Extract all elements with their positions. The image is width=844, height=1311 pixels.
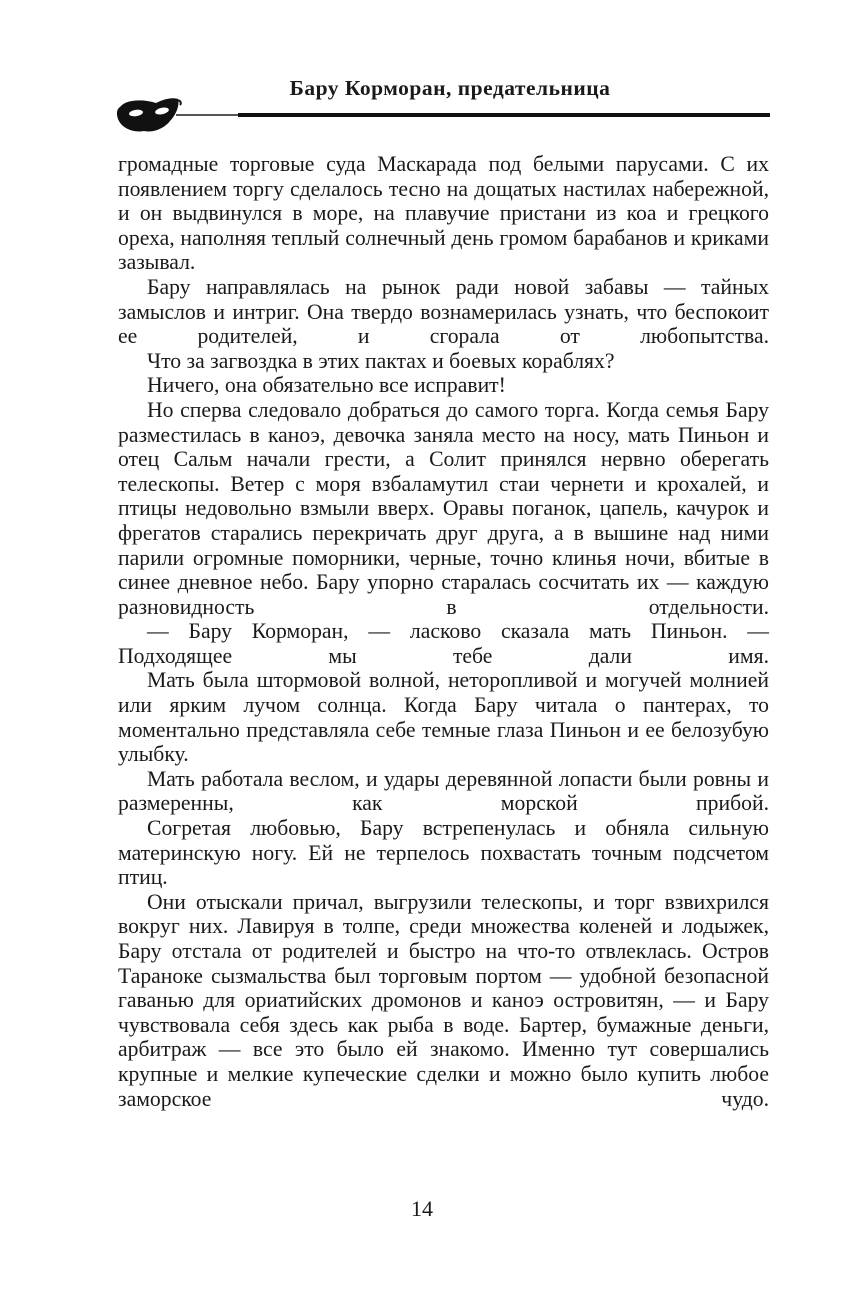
paragraph: Мать работала веслом, и удары деревянной лопасти были ровны и размеренны, как морской прибой. xyxy=(118,766,769,816)
page-header xyxy=(0,0,844,140)
mask-icon xyxy=(114,93,182,135)
body-text xyxy=(118,152,769,1111)
paragraph: Они отыскали причал, выгрузили телескопы, и торг взвихрился вокруг них. Лавируя в толпе, среди множества коленей и лодыжек, Бару отстала от родителей и быстро на что-то отвлеклась. Остров Тараноке сызмальства был торговым портом — удобной безопасной гаванью для ориатийских дромонов и каноэ островитян, — и Бару чувствовала себя здесь как рыба в воде. Бартер, бумажные деньги, арбитраж — все это было ей знакомо. Именно тут совершались крупные и мелкие купеческие сделки и можно было купить любое заморское чудо. xyxy=(118,889,769,1111)
running-title: Бару Корморан, предательница xyxy=(289,76,611,100)
paragraph: Бару направлялась на рынок ради новой забавы — тайных замыслов и интриг. Она твердо вознамерилась узнать, что беспокоит ее родителей, и сгорала от любопытства. xyxy=(118,274,769,349)
paragraph: Мать была штормовой волной, неторопливой и могучей молнией или ярким лучом солнца. Когда Бару читала о пантерах, то моментально представляла себе темные глаза Пиньон и ее белозубую улыбку. xyxy=(118,668,769,767)
paragraph: Что за загвоздка в этих пактах и боевых кораблях? xyxy=(147,348,615,373)
header-rule-thin xyxy=(176,114,240,116)
paragraph: Ничего, она обязательно все исправит! xyxy=(147,373,506,398)
page-number: 14 xyxy=(411,1196,433,1221)
paragraph: — Бару Корморан, — ласково сказала мать Пиньон. — Подходящее мы тебе дали имя. xyxy=(118,619,769,668)
paragraph: Согретая любовью, Бару встрепенулась и обняла сильную материнскую ногу. Ей не терпелось похвастать точным подсчетом птиц. xyxy=(118,816,769,890)
paragraph: громадные торговые суда Маскарада под белыми парусами. С их появлением торгу сделалось тесно на дощатых настилах набережной, и он выдвинулся в море, на плавучие пристани из коа и грецкого ореха, наполняя теплый солнечный день громом барабанов и криками зазывал. xyxy=(118,152,769,275)
header-rule xyxy=(238,113,770,117)
paragraph: Но сперва следовало добраться до самого торга. Когда семья Бару разместилась в каноэ, девочка заняла место на носу, мать Пиньон и отец Сальм начали грести, а Солит принялся нервно оберегать телескопы. Ветер с моря взбаламутил стаи чернети и крохалей, и птицы недовольно взмыли вверх. Оравы поганок, цапель, качурок и фрегатов старались перекричать друг друга, а в вышине над ними парили огромные поморники, черные, точно клинья ночи, вбитые в синее дневное небо. Бару упорно старалась сосчитать их — каждую разновидность в отдельности. xyxy=(118,397,769,619)
